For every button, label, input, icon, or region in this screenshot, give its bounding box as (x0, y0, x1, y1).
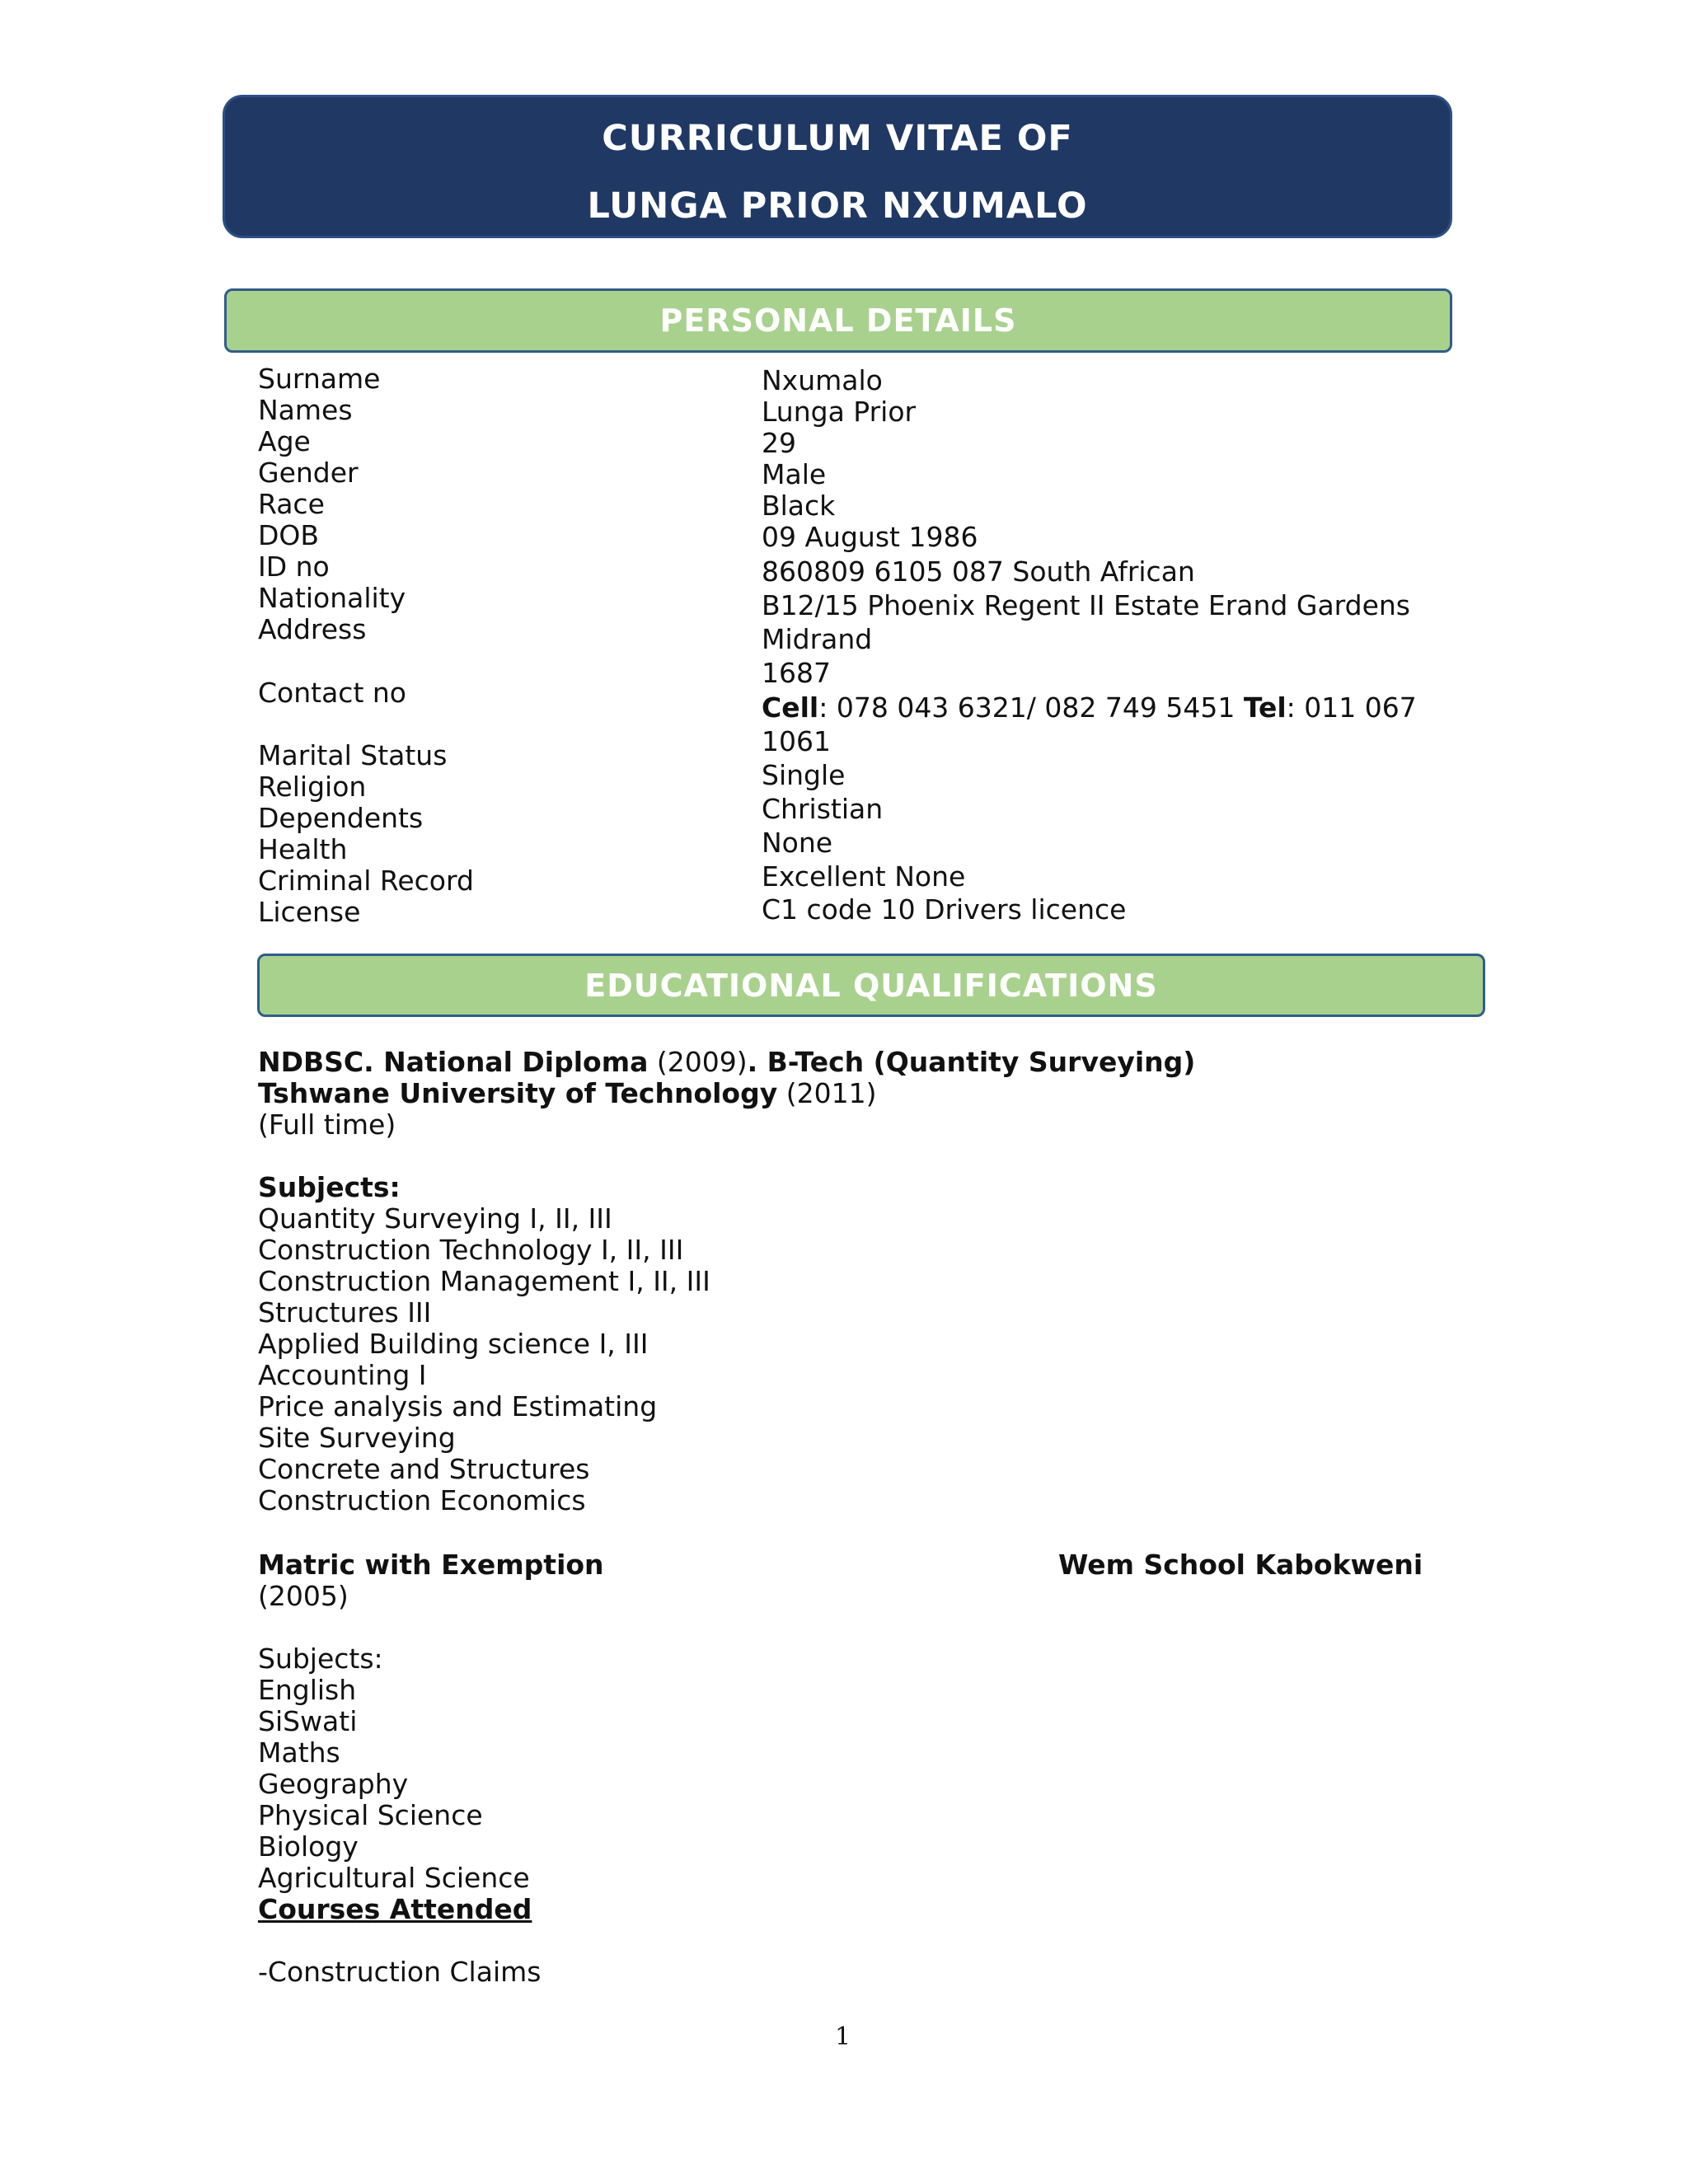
matric-subject-item: Physical Science (258, 1799, 483, 1831)
value-id-nationality: 860809 6105 087 South African (762, 555, 1195, 588)
label-marital-status: Marital Status (258, 739, 448, 771)
label-contact-no: Contact no (258, 677, 406, 709)
matric-subject-item: Geography (258, 1768, 409, 1800)
value-address-line-1: B12/15 Phoenix Regent II Estate Erand Gardens (762, 589, 1411, 621)
value-surname: Nxumalo (762, 364, 883, 396)
label-dob: DOB (258, 519, 320, 551)
cell-numbers: : 078 043 6321/ 082 749 5451 (818, 691, 1244, 724)
cv-title-line-1: CURRICULUM VITAE OF (602, 118, 1073, 159)
national-diploma: NDBSC. National Diploma (258, 1046, 649, 1078)
value-contact-numbers (762, 692, 1417, 724)
label-license: License (258, 896, 361, 928)
university-line (258, 1078, 876, 1109)
btech-degree: . B-Tech (Quantity Surveying) (747, 1046, 1196, 1078)
value-age: 29 (762, 427, 796, 459)
tel-number: : 011 067 (1286, 691, 1417, 724)
cv-title-banner (223, 95, 1452, 238)
value-license-clip (762, 894, 1126, 921)
label-surname: Surname (258, 363, 381, 395)
personal-details-heading (224, 288, 1452, 353)
subject-item: Construction Management I, II, III (258, 1265, 710, 1297)
label-id-no: ID no (258, 551, 330, 583)
label-religion: Religion (258, 771, 367, 803)
matric-subject-item: English (258, 1674, 357, 1706)
label-criminal-record: Criminal Record (258, 865, 474, 897)
value-address-line-3: 1687 (762, 657, 831, 689)
subject-item: Construction Technology I, II, III (258, 1234, 684, 1266)
matric-year: (2005) (258, 1580, 349, 1612)
subject-item: Site Surveying (258, 1422, 456, 1454)
subject-item: Construction Economics (258, 1484, 586, 1516)
matric-school: Wem School Kabokweni (1058, 1549, 1423, 1581)
matric-subject-item: Biology (258, 1830, 359, 1863)
matric-subjects-heading: Subjects: (258, 1643, 383, 1675)
degree-line (258, 1047, 1195, 1078)
courses-attended-heading: Courses Attended (258, 1893, 532, 1925)
personal-details-heading-text: PERSONAL DETAILS (659, 302, 1017, 339)
matric-subject-item: Maths (258, 1736, 340, 1769)
matric-subject-item: SiSwati (258, 1705, 358, 1737)
value-dependents: None (762, 827, 833, 859)
label-gender: Gender (258, 457, 359, 489)
value-health-criminal: Excellent None (762, 860, 966, 893)
label-dependents: Dependents (258, 802, 424, 834)
label-health: Health (258, 833, 348, 865)
value-tel-number-continued: 1061 (762, 725, 831, 757)
value-names: Lunga Prior (762, 396, 917, 428)
subject-item: Price analysis and Estimating (258, 1390, 658, 1422)
label-age: Age (258, 425, 311, 457)
university-year: (2011) (777, 1077, 877, 1109)
label-address: Address (258, 613, 367, 645)
tel-label: Tel (1243, 691, 1287, 724)
national-diploma-year: (2009) (648, 1046, 748, 1078)
subject-item: Structures III (258, 1296, 432, 1329)
value-dob: 09 August 1986 (762, 521, 978, 553)
matric-title: Matric with Exemption (258, 1549, 604, 1581)
value-gender: Male (762, 458, 827, 490)
matric-subject-item: Agricultural Science (258, 1862, 530, 1894)
value-race: Black (762, 490, 836, 522)
cell-label: Cell (762, 691, 819, 724)
educational-qualifications-heading (257, 954, 1485, 1017)
subject-item: Accounting I (258, 1359, 427, 1391)
label-names: Names (258, 394, 353, 426)
subject-item: Concrete and Structures (258, 1453, 590, 1485)
course-item: -Construction Claims (258, 1956, 542, 1988)
subject-item: Quantity Surveying I, II, III (258, 1202, 612, 1235)
value-marital-status: Single (762, 759, 846, 791)
label-race: Race (258, 488, 325, 520)
study-mode: (Full time) (258, 1108, 396, 1141)
subject-item: Applied Building science I, III (258, 1328, 649, 1360)
page-number: 1 (835, 2022, 851, 2051)
label-nationality: Nationality (258, 582, 406, 614)
cv-title-name: LUNGA PRIOR NXUMALO (587, 185, 1088, 227)
value-address-line-2: Midrand (762, 623, 873, 655)
educational-qualifications-heading-text: EDUCATIONAL QUALIFICATIONS (584, 968, 1158, 1004)
subjects-heading: Subjects: (258, 1171, 401, 1203)
value-religion: Christian (762, 793, 884, 825)
university-name: Tshwane University of Technology (258, 1077, 778, 1109)
value-license: C1 code 10 Drivers licence (762, 894, 1127, 921)
